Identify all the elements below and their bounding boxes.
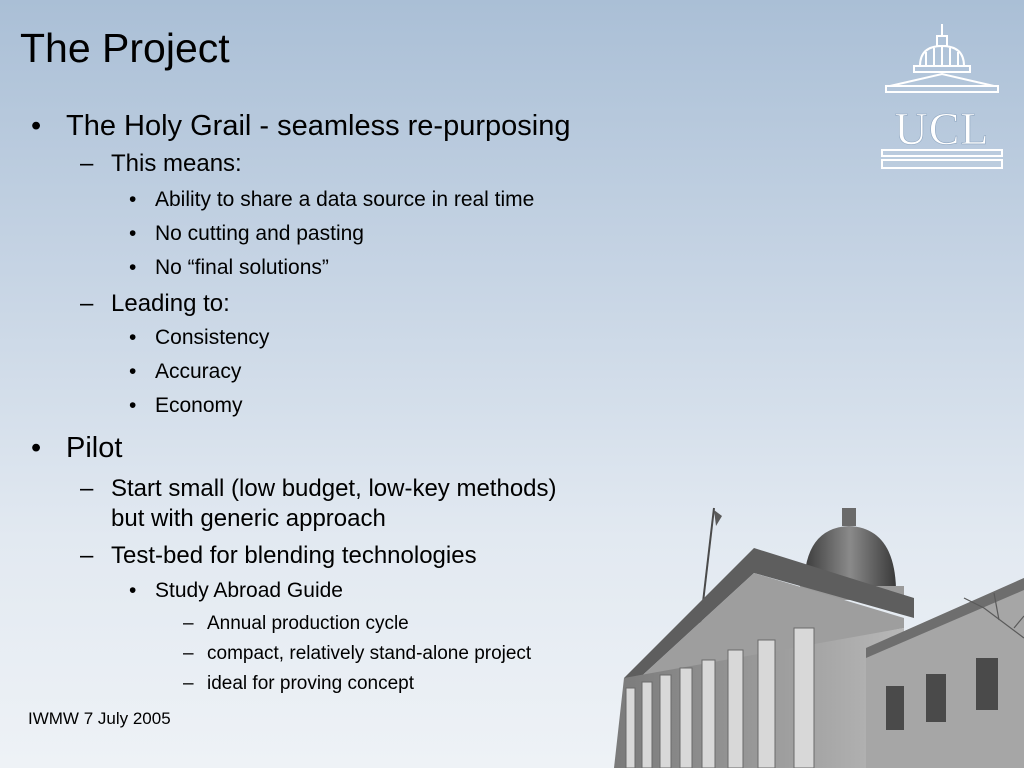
slide-title: The Project — [20, 25, 230, 71]
bullet-text: Ability to share a data source in real time — [155, 188, 535, 211]
bullet-dot: • — [129, 394, 137, 417]
bullet-text: Study Abroad Guide — [155, 579, 343, 602]
bullet-text: No cutting and pasting — [155, 222, 364, 245]
bullet-text: compact, relatively stand-alone project — [207, 643, 532, 664]
bullet-text: Test-bed for blending technologies — [111, 542, 477, 569]
bullet-dash: – — [183, 643, 194, 664]
bullet-text: Accuracy — [155, 360, 242, 383]
bullet-dot: • — [129, 326, 137, 349]
bullet-text: Pilot — [66, 432, 123, 464]
bullet-text: Annual production cycle — [207, 613, 409, 634]
bullet-dot: • — [129, 579, 137, 602]
bullet-dot: • — [31, 432, 42, 464]
bullet-text: This means: — [111, 150, 242, 177]
bullet-text: The Holy Grail - seamless re-purposing — [66, 110, 571, 142]
bullet-dot: • — [129, 360, 137, 383]
bullet-dash: – — [80, 290, 94, 317]
bullet-dash: – — [183, 613, 194, 634]
slide-footer: IWMW 7 July 2005 — [28, 709, 171, 728]
bullet-dash: – — [80, 542, 94, 569]
bullet-text: Start small (low budget, low-key methods) — [111, 475, 557, 502]
bullet-dash: – — [80, 475, 94, 502]
bullet-text: No “final solutions” — [155, 256, 329, 279]
bullet-dot: • — [129, 222, 137, 245]
bullet-text: ideal for proving concept — [207, 673, 415, 694]
bullet-dot: • — [129, 188, 137, 211]
bullet-text: Economy — [155, 394, 243, 417]
bullet-text: but with generic approach — [111, 505, 386, 532]
bullet-dash: – — [80, 150, 94, 177]
ucl-logo-text: UCL — [894, 103, 990, 154]
bullet-dash: – — [183, 673, 194, 694]
bullet-text: Consistency — [155, 326, 270, 349]
bullet-dot: • — [31, 110, 42, 142]
ucl-building-photo — [604, 478, 1024, 768]
bullet-text: Leading to: — [111, 290, 230, 317]
bullet-dot: • — [129, 256, 137, 279]
